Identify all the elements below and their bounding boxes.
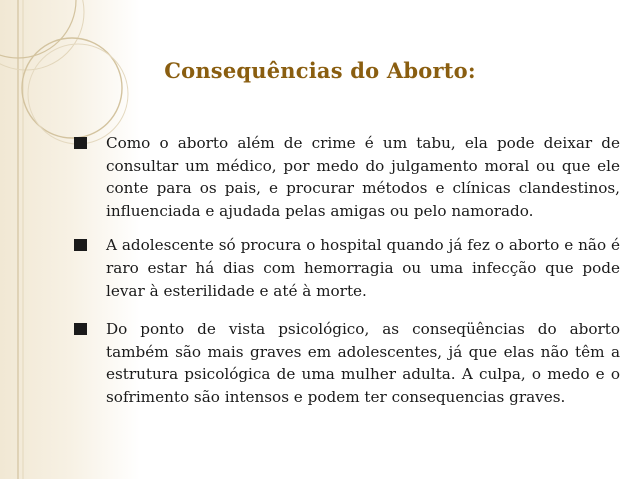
bullet-text: Do ponto de vista psicológico, as conseqüências do aborto também são mais graves em adolescentes, já que elas não têm a estrutura psicológica de uma mulher adulta. A culpa, o medo e o sofrimento são intensos e podem ter consequencias graves. [106,320,620,406]
bullet-item [74,318,620,408]
bullet-item [74,132,620,222]
square-bullet-icon [74,239,88,252]
bullet-text: A adolescente só procura o hospital quando já fez o aborto e não é raro estar há dias com hemorragia ou uma infecção que pode levar à esterilidade e até à morte. [106,236,620,300]
bullet-list [74,132,620,423]
slide-title: Consequências do Aborto: [164,58,476,83]
square-bullet-icon [74,137,88,150]
bullet-item [74,234,620,302]
bullet-text: Como o aborto além de crime é um tabu, ela pode deixar de consultar um médico, por medo do julgamento moral ou que ele conte para os pais, e procurar métodos e clínicas clandestinos, influenciada e ajudada pelas amigas ou pelo namorado. [106,134,620,220]
square-bullet-icon [74,323,88,336]
